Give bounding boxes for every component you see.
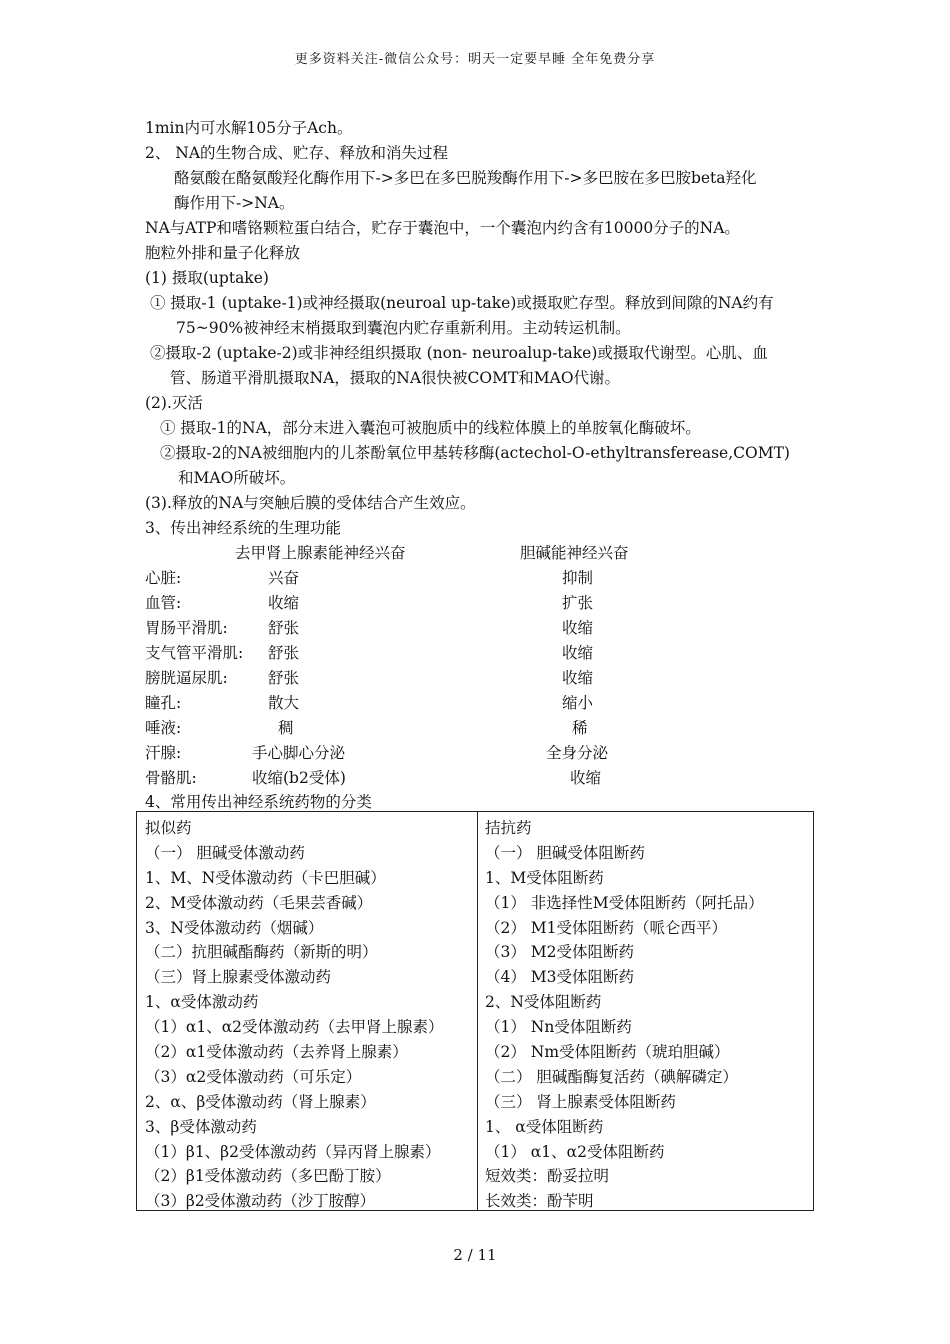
table-cell: （3） M2受体阻断药 bbox=[485, 943, 635, 962]
body-line: ① 摄取-1 (uptake-1)或神经摄取(neuroal up-take)或摄取贮存型。释放到间隙的NA约有 bbox=[150, 294, 774, 312]
table-cell: 短效类：酚妥拉明 bbox=[485, 1167, 610, 1186]
body-line: ②摄取-2的NA被细胞内的儿茶酚氧位甲基转移酶(actechol-O-ethyltransferease,COMT) bbox=[160, 444, 790, 462]
organ-label: 膀胱逼尿肌: bbox=[145, 669, 228, 687]
table-cell: 3、N受体激动药（烟碱） bbox=[145, 918, 324, 937]
adrenergic-effect: 散大 bbox=[268, 694, 300, 712]
function-col-header-adrenergic: 去甲肾上腺素能神经兴奋 bbox=[235, 544, 406, 562]
body-line: 1min内可水解105分子Ach。 bbox=[145, 119, 353, 137]
adrenergic-effect: 舒张 bbox=[268, 619, 300, 637]
cholinergic-effect: 稀 bbox=[572, 719, 588, 737]
table-cell: （三） 肾上腺素受体阻断药 bbox=[485, 1092, 676, 1111]
page-header: 更多资料关注-微信公众号：明天一定要早睡 全年免费分享 bbox=[294, 52, 656, 67]
table-cell: （1） 非选择性M受体阻断药（阿托品） bbox=[485, 893, 764, 912]
table-cell: （3）β2受体激动药（沙丁胺醇） bbox=[145, 1192, 376, 1211]
cholinergic-effect: 缩小 bbox=[562, 694, 594, 712]
table-cell: 长效类：酚苄明 bbox=[485, 1192, 594, 1211]
organ-label: 心脏: bbox=[145, 569, 182, 587]
table-cell: 拮抗药 bbox=[485, 819, 532, 837]
organ-label: 瞳孔: bbox=[145, 694, 182, 712]
body-line: 胞粒外排和量子化释放 bbox=[145, 244, 301, 262]
table-cell: 1、M受体阻断药 bbox=[485, 868, 604, 887]
table-cell: 1、α受体激动药 bbox=[145, 993, 259, 1012]
table-cell: （2）β1受体激动药（多巴酚丁胺） bbox=[145, 1167, 391, 1186]
body-line: 酪氨酸在酪氨酸羟化酶作用下->多巴在多巴脱羧酶作用下->多巴胺在多巴胺beta羟化 bbox=[174, 169, 757, 187]
table-cell: （二）抗胆碱酯酶药（新斯的明） bbox=[145, 943, 378, 962]
agonist-column bbox=[145, 816, 444, 1214]
body-line: (1) 摄取(uptake) bbox=[145, 269, 269, 287]
body-line: 2、 NA的生物合成、贮存、释放和消失过程 bbox=[145, 144, 449, 162]
table-cell: （1） α1、α2受体阻断药 bbox=[485, 1142, 665, 1161]
table-cell: （1） Nn受体阻断药 bbox=[485, 1018, 632, 1037]
antagonist-column bbox=[485, 816, 764, 1214]
adrenergic-effect: 兴奋 bbox=[268, 569, 300, 587]
cholinergic-effect: 收缩 bbox=[562, 619, 594, 637]
table-cell: 3、β受体激动药 bbox=[145, 1117, 257, 1136]
body-line: (2).灭活 bbox=[145, 394, 203, 412]
table-cell: 2、M受体激动药（毛果芸香碱） bbox=[145, 893, 373, 912]
page-number: 2 / 11 bbox=[453, 1246, 497, 1264]
cholinergic-effect: 抑制 bbox=[562, 569, 594, 587]
table-cell: 1、M、N受体激动药（卡巴胆碱） bbox=[145, 868, 386, 887]
body-line: 酶作用下->NA。 bbox=[174, 194, 295, 212]
organ-label: 支气管平滑肌: bbox=[145, 644, 244, 662]
table-cell: （一） 胆碱受体阻断药 bbox=[485, 843, 645, 862]
adrenergic-effect: 稠 bbox=[278, 719, 294, 737]
table-cell: （二） 胆碱酯酶复活药（碘解磷定） bbox=[485, 1067, 738, 1086]
table-cell: （1）α1、α2受体激动药（去甲肾上腺素） bbox=[145, 1018, 444, 1037]
adrenergic-effect: 收缩(b2受体) bbox=[252, 769, 346, 787]
section-title: 4、常用传出神经系统药物的分类 bbox=[145, 793, 372, 811]
table-cell: （3）α2受体激动药（可乐定） bbox=[145, 1067, 362, 1086]
body-line: (3).释放的NA与突触后膜的受体结合产生效应。 bbox=[145, 494, 476, 512]
adrenergic-effect: 手心脚心分泌 bbox=[252, 744, 346, 762]
cholinergic-effect: 收缩 bbox=[562, 669, 594, 687]
body-line: ②摄取-2 (uptake-2)或非神经组织摄取 (non- neuroalup-take)或摄取代谢型。心肌、血 bbox=[150, 344, 768, 362]
cholinergic-effect: 收缩 bbox=[570, 769, 602, 787]
adrenergic-effect: 收缩 bbox=[268, 594, 300, 612]
table-cell: （4） M3受体阻断药 bbox=[485, 968, 635, 987]
table-cell: （1）β1、β2受体激动药（异丙肾上腺素） bbox=[145, 1142, 441, 1161]
drug-classification-table bbox=[136, 811, 814, 1211]
section-title: 3、传出神经系统的生理功能 bbox=[145, 519, 341, 537]
organ-label: 唾液: bbox=[145, 719, 182, 737]
organ-label: 血管: bbox=[145, 594, 182, 612]
function-col-header-cholinergic: 胆碱能神经兴奋 bbox=[520, 544, 629, 562]
table-cell: 2、α、β受体激动药（肾上腺素） bbox=[145, 1092, 376, 1111]
table-divider bbox=[477, 812, 478, 1210]
body-line: ① 摄取-1的NA，部分末进入囊泡可被胞质中的线粒体膜上的单胺氧化酶破坏。 bbox=[160, 419, 701, 437]
table-cell: 拟似药 bbox=[145, 819, 192, 837]
cholinergic-effect: 收缩 bbox=[562, 644, 594, 662]
table-cell: （2） M1受体阻断药（哌仑西平） bbox=[485, 918, 728, 937]
body-line: 75~90%被神经末梢摄取到囊泡内贮存重新利用。主动转运机制。 bbox=[176, 319, 631, 337]
table-cell: 2、N受体阻断药 bbox=[485, 993, 602, 1012]
cholinergic-effect: 扩张 bbox=[562, 594, 594, 612]
adrenergic-effect: 舒张 bbox=[268, 669, 300, 687]
cholinergic-effect: 全身分泌 bbox=[546, 744, 609, 762]
body-line: 和MAO所破坏。 bbox=[178, 469, 296, 487]
table-cell: （2） Nm受体阻断药（琥珀胆碱） bbox=[485, 1043, 730, 1062]
organ-label: 汗腺: bbox=[145, 744, 182, 762]
table-cell: （2）α1受体激动药（去养肾上腺素） bbox=[145, 1043, 408, 1062]
body-line: NA与ATP和嗜铬颗粒蛋白结合，贮存于囊泡中，一个囊泡内约含有10000分子的NA。 bbox=[145, 219, 740, 237]
table-cell: （一） 胆碱受体激动药 bbox=[145, 843, 305, 862]
table-cell: （三）肾上腺素受体激动药 bbox=[145, 968, 332, 987]
body-line: 管、肠道平滑肌摄取NA，摄取的NA很快被COMT和MAO代谢。 bbox=[170, 369, 621, 387]
organ-label: 胃肠平滑肌: bbox=[145, 619, 228, 637]
organ-label: 骨骼肌: bbox=[145, 769, 197, 787]
table-cell: 1、 α受体阻断药 bbox=[485, 1117, 604, 1136]
adrenergic-effect: 舒张 bbox=[268, 644, 300, 662]
